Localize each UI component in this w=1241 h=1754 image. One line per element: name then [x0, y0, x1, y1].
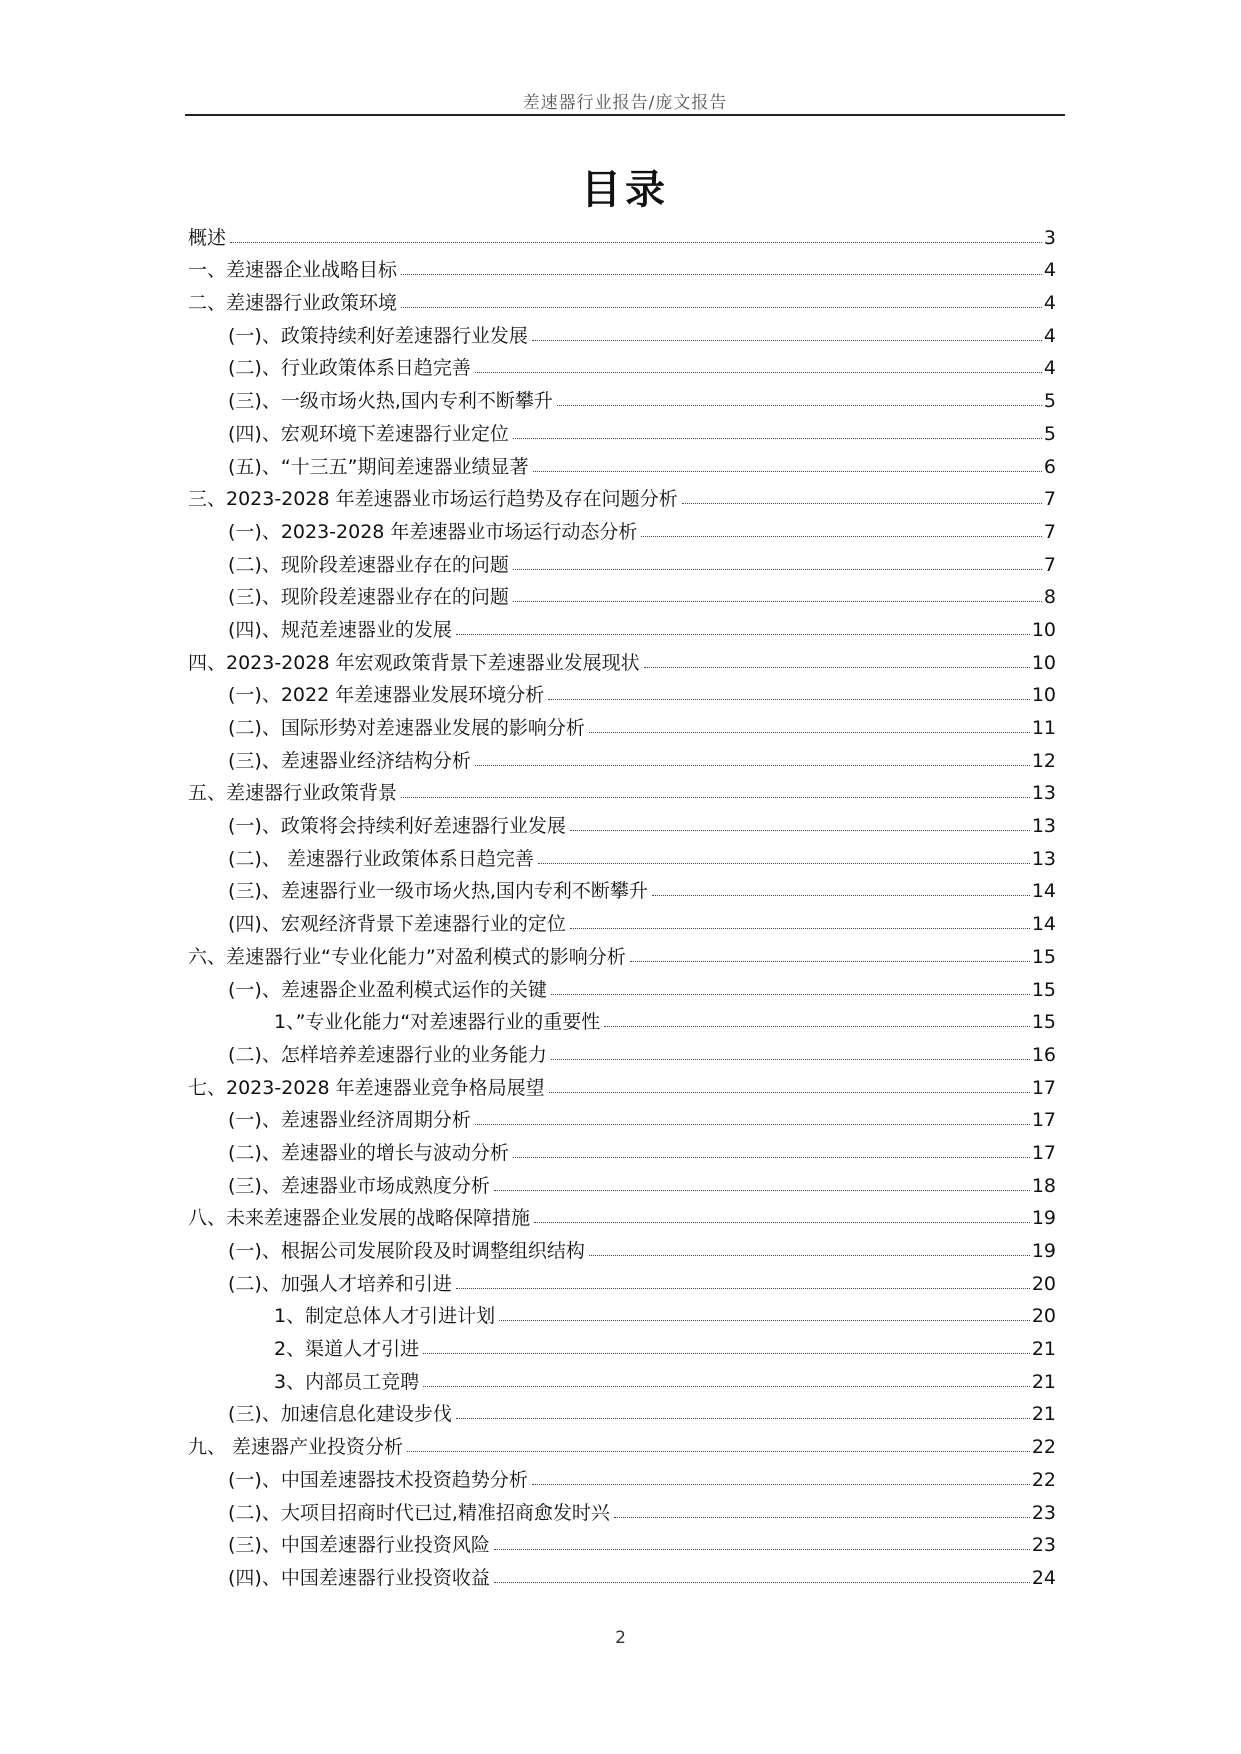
toc-entry-label: (一)、2023-2028 年差速器业市场运行动态分析 — [228, 520, 638, 543]
toc-entry-page: 15 — [1031, 945, 1056, 968]
toc-entry-page: 20 — [1031, 1272, 1056, 1295]
toc-entry[interactable] — [188, 1002, 1056, 1035]
toc-entry-label: (四)、宏观经济背景下差速器行业的定位 — [228, 913, 566, 936]
dot-leader — [230, 242, 1042, 243]
dot-leader — [644, 667, 1030, 668]
dot-leader — [456, 634, 1030, 635]
toc-entry-page: 24 — [1031, 1566, 1056, 1589]
toc-entry-page: 4 — [1043, 259, 1056, 282]
toc-entry-label: 概述 — [188, 226, 227, 249]
dot-leader — [401, 274, 1042, 275]
toc-entry-label: (三)、中国差速器行业投资风险 — [228, 1534, 490, 1557]
toc-entry-page: 7 — [1043, 488, 1056, 511]
dot-leader — [456, 1418, 1030, 1419]
toc-entry[interactable] — [188, 1525, 1056, 1558]
toc-entry-label: 1、”专业化能力“对差速器行业的重要性 — [274, 1011, 601, 1034]
toc-entry-label: 四、2023-2028 年宏观政策背景下差速器业发展现状 — [188, 651, 640, 674]
dot-leader — [614, 1517, 1030, 1518]
toc-entry[interactable] — [188, 479, 1056, 512]
toc-entry[interactable] — [188, 642, 1056, 675]
toc-entry-label: (二)、现阶段差速器业存在的问题 — [228, 553, 509, 576]
toc-entry[interactable] — [188, 1067, 1056, 1100]
toc-entry-label: (三)、差速器行业一级市场火热,国内专利不断攀升 — [228, 880, 648, 903]
toc-entry-page: 15 — [1031, 1011, 1056, 1034]
dot-leader — [423, 1386, 1030, 1387]
toc-entry[interactable] — [188, 1557, 1056, 1590]
dot-leader — [652, 895, 1030, 896]
dot-leader — [534, 1222, 1030, 1223]
toc-entry-page: 8 — [1043, 586, 1056, 609]
page-title: 目录 — [581, 166, 669, 213]
toc-entry[interactable] — [188, 1296, 1056, 1329]
dot-leader — [456, 1288, 1030, 1289]
toc-entry[interactable] — [188, 936, 1056, 969]
toc-entry-label: 九、 差速器产业投资分析 — [188, 1436, 404, 1459]
toc-entry[interactable] — [188, 282, 1056, 315]
toc-entry-label: (一)、政策将会持续利好差速器行业发展 — [228, 815, 566, 838]
toc-entry[interactable] — [188, 1492, 1056, 1525]
toc-entry-label: (三)、差速器业经济结构分析 — [228, 749, 471, 772]
toc-entry[interactable] — [188, 609, 1056, 642]
toc-entry-label: (三)、现阶段差速器业存在的问题 — [228, 586, 509, 609]
toc-entry-label: 1、制定总体人才引进计划 — [274, 1305, 496, 1328]
dot-leader — [494, 1190, 1030, 1191]
toc-entry[interactable] — [188, 1100, 1056, 1133]
toc-entry[interactable] — [188, 805, 1056, 838]
toc-entry-page: 19 — [1031, 1240, 1056, 1262]
toc-entry[interactable] — [188, 1230, 1056, 1263]
dot-leader — [630, 961, 1030, 962]
toc-entry-label: (一)、差速器企业盈利模式运作的关键 — [228, 978, 547, 1001]
toc-entry-page: 7 — [1043, 553, 1056, 576]
toc-entry[interactable] — [188, 903, 1056, 936]
toc-entry[interactable] — [188, 1426, 1056, 1459]
toc-entry[interactable] — [188, 838, 1056, 871]
toc-entry-label: (三)、加速信息化建设步伐 — [228, 1403, 452, 1426]
toc-entry-page: 23 — [1031, 1501, 1056, 1524]
toc-entry-page: 16 — [1031, 1043, 1056, 1066]
dot-leader — [533, 471, 1042, 472]
toc-entry-label: 3、内部员工竞聘 — [274, 1370, 420, 1393]
toc-entry-label: 八、未来差速器企业发展的战略保障措施 — [188, 1207, 531, 1230]
toc-entry-page: 19 — [1031, 1207, 1056, 1230]
dot-leader — [557, 405, 1042, 406]
toc-entry-label: (二)、国际形势对差速器业发展的影响分析 — [228, 717, 585, 739]
toc-entry-page: 10 — [1031, 684, 1056, 707]
toc-entry-page: 13 — [1031, 782, 1056, 805]
dot-leader — [604, 1026, 1030, 1027]
running-header: 差速器行业报告/庞文报告 — [522, 93, 728, 113]
toc-entry-page: 6 — [1043, 455, 1056, 478]
toc-entry-label: (三)、一级市场火热,国内专利不断攀升 — [228, 390, 553, 413]
toc-entry-label: (二)、行业政策体系日趋完善 — [228, 357, 471, 380]
toc-entry-label: 一、差速器企业战略目标 — [188, 259, 398, 282]
toc-entry-label: (四)、宏观环境下差速器行业定位 — [228, 422, 509, 445]
dot-leader — [513, 569, 1042, 570]
toc-entry-label: (一)、根据公司发展阶段及时调整组织结构 — [228, 1240, 585, 1262]
toc-entry[interactable] — [188, 871, 1056, 904]
toc-entry-label: (二)、差速器业的增长与波动分析 — [228, 1141, 509, 1164]
dot-leader — [570, 928, 1030, 929]
dot-leader — [401, 307, 1042, 308]
header-rule — [185, 114, 1065, 116]
toc-entry-page: 4 — [1043, 357, 1056, 380]
toc-entry[interactable] — [188, 315, 1056, 348]
dot-leader — [589, 1255, 1030, 1256]
toc-entry-page: 17 — [1031, 1109, 1056, 1132]
toc-entry[interactable] — [188, 1034, 1056, 1067]
toc-entry-page: 14 — [1031, 913, 1056, 936]
toc-entry[interactable] — [188, 1198, 1056, 1231]
dot-leader — [475, 1124, 1030, 1125]
toc-entry-label: (五)、“十三五”期间差速器业绩显著 — [228, 455, 529, 478]
toc-entry-label: (二)、怎样培养差速器行业的业务能力 — [228, 1043, 547, 1066]
dot-leader — [513, 1157, 1030, 1158]
toc-entry-label: 2、渠道人才引进 — [274, 1338, 420, 1361]
toc-entry[interactable] — [188, 1394, 1056, 1427]
toc-entry-page: 10 — [1031, 618, 1056, 641]
dot-leader — [570, 830, 1030, 831]
toc-entry-page: 13 — [1031, 815, 1056, 838]
dot-leader — [548, 699, 1030, 700]
dot-leader — [551, 1059, 1030, 1060]
toc-entry[interactable] — [188, 577, 1056, 610]
toc-entry-page: 7 — [1043, 520, 1056, 543]
toc-entry-page: 18 — [1031, 1174, 1056, 1197]
dot-leader — [499, 1320, 1030, 1321]
toc-entry[interactable] — [188, 707, 1056, 740]
toc-entry-page: 4 — [1043, 324, 1056, 347]
toc-entry-page: 3 — [1043, 226, 1056, 249]
toc-entry[interactable] — [188, 511, 1056, 544]
dot-leader — [551, 994, 1030, 995]
toc-entry-page: 15 — [1031, 978, 1056, 1001]
toc-entry-label: 三、2023-2028 年差速器业市场运行趋势及存在问题分析 — [188, 488, 678, 511]
toc-entry-page: 17 — [1031, 1141, 1056, 1164]
toc-entry-page: 20 — [1031, 1305, 1056, 1328]
toc-entry[interactable] — [188, 1361, 1056, 1394]
toc-entry-page: 22 — [1031, 1468, 1056, 1491]
toc-entry-label: (二)、 差速器行业政策体系日趋完善 — [228, 847, 534, 870]
dot-leader — [532, 340, 1042, 341]
toc-entry[interactable] — [188, 413, 1056, 446]
toc-entry[interactable] — [188, 1165, 1056, 1198]
toc-entry[interactable] — [188, 1132, 1056, 1165]
toc-entry-label: (一)、中国差速器技术投资趋势分析 — [228, 1468, 528, 1491]
toc-entry-page: 4 — [1043, 292, 1056, 315]
toc-entry-label: 六、差速器行业“专业化能力”对盈利模式的影响分析 — [188, 945, 626, 968]
toc-entry-label: (四)、中国差速器行业投资收益 — [228, 1566, 490, 1589]
toc-entry-page: 11 — [1031, 717, 1056, 739]
dot-leader — [475, 372, 1042, 373]
dot-leader — [641, 536, 1041, 537]
toc-entry[interactable] — [188, 217, 1056, 250]
toc-entry-label: 五、差速器行业政策背景 — [188, 782, 398, 805]
toc-entry-page: 5 — [1043, 422, 1056, 445]
dot-leader — [532, 1484, 1030, 1485]
toc-entry-label: (一)、2022 年差速器业发展环境分析 — [228, 684, 545, 707]
toc-entry[interactable] — [188, 1263, 1056, 1296]
toc-entry-page: 14 — [1031, 880, 1056, 903]
toc-entry[interactable] — [188, 1459, 1056, 1492]
toc-entry[interactable] — [188, 348, 1056, 381]
toc-entry-page: 21 — [1031, 1338, 1056, 1361]
dot-leader — [538, 863, 1030, 864]
toc-entry[interactable] — [188, 773, 1056, 806]
table-of-contents — [188, 217, 1056, 1590]
dot-leader — [475, 765, 1030, 766]
dot-leader — [549, 1092, 1030, 1093]
toc-entry[interactable] — [188, 1328, 1056, 1361]
dot-leader — [682, 503, 1042, 504]
toc-entry-page: 5 — [1043, 390, 1056, 413]
dot-leader — [407, 1451, 1030, 1452]
toc-entry-page: 21 — [1031, 1370, 1056, 1393]
toc-entry[interactable] — [188, 250, 1056, 283]
toc-entry-label: (二)、加强人才培养和引进 — [228, 1272, 452, 1295]
dot-leader — [494, 1582, 1030, 1583]
toc-entry-page: 22 — [1031, 1436, 1056, 1459]
toc-entry[interactable] — [188, 740, 1056, 773]
toc-entry[interactable] — [188, 544, 1056, 577]
toc-entry-page: 13 — [1031, 847, 1056, 870]
page-number: 2 — [615, 1628, 626, 1648]
toc-entry[interactable] — [188, 446, 1056, 479]
toc-entry-label: (三)、差速器业市场成熟度分析 — [228, 1174, 490, 1197]
toc-entry-page: 23 — [1031, 1534, 1056, 1557]
dot-leader — [589, 732, 1030, 733]
toc-entry[interactable] — [188, 380, 1056, 413]
dot-leader — [513, 438, 1042, 439]
dot-leader — [423, 1353, 1030, 1354]
toc-entry-label: (二)、大项目招商时代已过,精准招商愈发时兴 — [228, 1501, 610, 1524]
toc-entry[interactable] — [188, 969, 1056, 1002]
toc-entry-label: 七、2023-2028 年差速器业竞争格局展望 — [188, 1076, 545, 1099]
toc-entry-page: 21 — [1031, 1403, 1056, 1426]
toc-entry-label: (四)、规范差速器业的发展 — [228, 618, 452, 641]
toc-entry-page: 10 — [1031, 651, 1056, 674]
toc-entry-page: 12 — [1031, 749, 1056, 772]
toc-entry[interactable] — [188, 675, 1056, 708]
dot-leader — [513, 601, 1042, 602]
dot-leader — [401, 797, 1030, 798]
toc-entry-label: 二、差速器行业政策环境 — [188, 292, 398, 315]
toc-entry-page: 17 — [1031, 1076, 1056, 1099]
toc-entry-label: (一)、差速器业经济周期分析 — [228, 1109, 471, 1132]
toc-entry-label: (一)、政策持续利好差速器行业发展 — [228, 324, 528, 347]
dot-leader — [494, 1549, 1030, 1550]
